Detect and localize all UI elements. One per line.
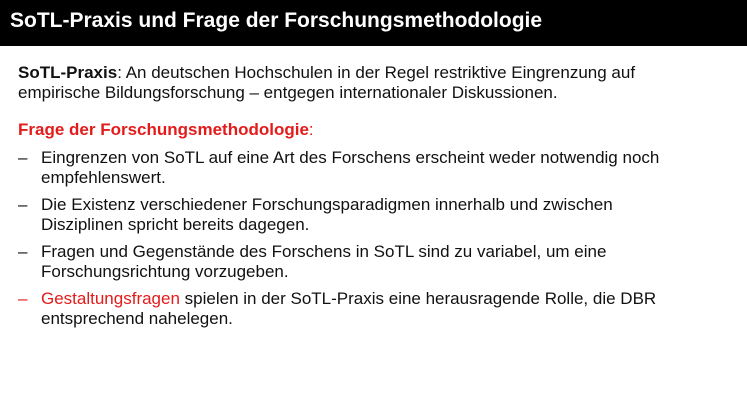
- bullet-text: Die Existenz verschiedener Forschungsparadigmen innerhalb und zwischen Disziplinen spricht bereits dagegen.: [41, 195, 613, 234]
- bullet-text: spielen in der SoTL-Praxis eine herausragende Rolle, die DBR entsprechend nahelegen.: [41, 289, 657, 328]
- dash-marker: –: [18, 242, 28, 261]
- bullet-text: Fragen und Gegenstände des Forschens in SoTL sind zu variabel, um eine Forschungsrichtung vorzugeben.: [41, 242, 607, 281]
- bullet-highlight: Gestaltungsfragen: [41, 289, 180, 308]
- dash-marker: –: [18, 289, 28, 308]
- bullet-item-highlight: [18, 289, 691, 329]
- bullet-list: [18, 148, 728, 329]
- bullet-item: [18, 242, 691, 282]
- section-heading-colon: :: [308, 120, 314, 139]
- slide-content: [18, 63, 728, 336]
- intro-term: SoTL-Praxis: [18, 63, 118, 82]
- slide-title: SoTL-Praxis und Frage der Forschungsmethodologie: [10, 9, 543, 32]
- section-heading-text: Frage der Forschungsmethodologie: [18, 120, 309, 139]
- section-heading: [18, 120, 728, 140]
- dash-marker: –: [18, 148, 28, 167]
- title-bar: [0, 0, 747, 46]
- bullet-item: [18, 195, 691, 235]
- intro-paragraph: [18, 63, 718, 103]
- intro-text: : An deutschen Hochschulen in der Regel restriktive Eingrenzung auf empirische Bildungsforschung – entgegen internationaler Diskussionen.: [18, 63, 636, 102]
- bullet-text: Eingrenzen von SoTL auf eine Art des Forschens erscheint weder notwendig noch empfehlenswert.: [41, 148, 660, 187]
- dash-marker: –: [18, 195, 28, 214]
- bullet-item: [18, 148, 691, 188]
